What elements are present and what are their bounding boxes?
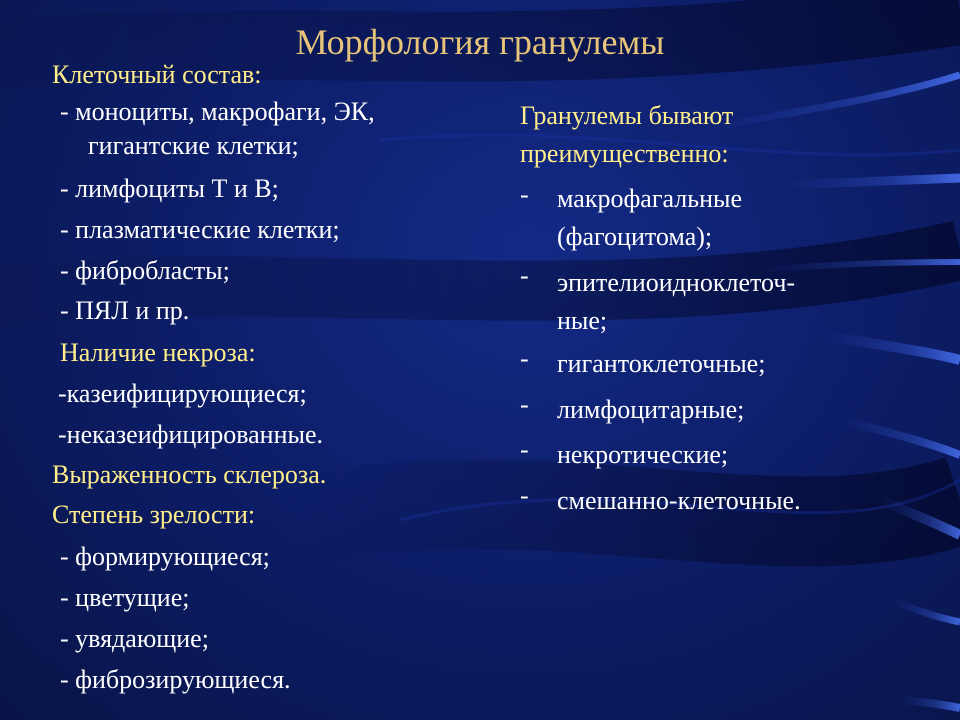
bullet-dash: - — [520, 435, 529, 464]
bullet-dash: - — [520, 344, 529, 373]
type-item-epithelioid: эпителиоидноклеточ- — [557, 268, 796, 297]
type-item-phagocytoma: (фагоцитома); — [557, 222, 713, 251]
maturity-item-forming: - формирующиеся; — [60, 542, 270, 571]
types-heading-line2: преимущественно: — [520, 139, 729, 168]
bullet-dash: - — [520, 390, 529, 419]
cell-composition-heading: Клеточный состав: — [52, 60, 262, 89]
necrosis-heading: Наличие некроза: — [60, 338, 256, 367]
type-item-mixed-cell: смешанно-клеточные. — [557, 486, 801, 515]
type-item-necrotic: некротические; — [557, 440, 729, 469]
necrosis-item-caseating: -казеифицирующиеся; — [58, 379, 307, 408]
type-item-macrophagal: макрофагальные — [557, 184, 743, 213]
cell-item-lymphocytes: - лимфоциты Т и В; — [60, 174, 279, 203]
cell-item-fibroblasts: - фибробласты; — [60, 256, 230, 285]
slide-title: Морфология гранулемы — [295, 22, 665, 62]
bullet-dash: - — [520, 481, 529, 510]
sclerosis-heading: Выраженность склероза. — [52, 460, 327, 489]
types-heading-line1: Гранулемы бывают — [520, 101, 734, 130]
type-item-lymphocytic: лимфоцитарные; — [557, 395, 745, 424]
maturity-item-fibrosing: - фиброзирующиеся. — [60, 665, 291, 694]
bullet-dash: - — [520, 261, 529, 290]
cell-item-giant-cells: гигантские клетки; — [88, 131, 299, 160]
maturity-heading: Степень зрелости: — [52, 500, 256, 529]
cell-item-monocytes: - моноциты, макрофаги, ЭК, — [60, 97, 375, 126]
bullet-dash: - — [520, 180, 529, 209]
maturity-item-blooming: - цветущие; — [60, 583, 190, 612]
type-item-epithelioid-cont: ные; — [557, 306, 608, 335]
maturity-item-fading: - увядающие; — [60, 624, 209, 653]
type-item-giant-cell: гигантоклеточные; — [557, 349, 766, 378]
cell-item-plasma-cells: - плазматические клетки; — [60, 215, 340, 244]
cell-item-pmn: - ПЯЛ и пр. — [60, 296, 190, 325]
necrosis-item-noncaseating: -неказеифицированные. — [58, 420, 324, 449]
